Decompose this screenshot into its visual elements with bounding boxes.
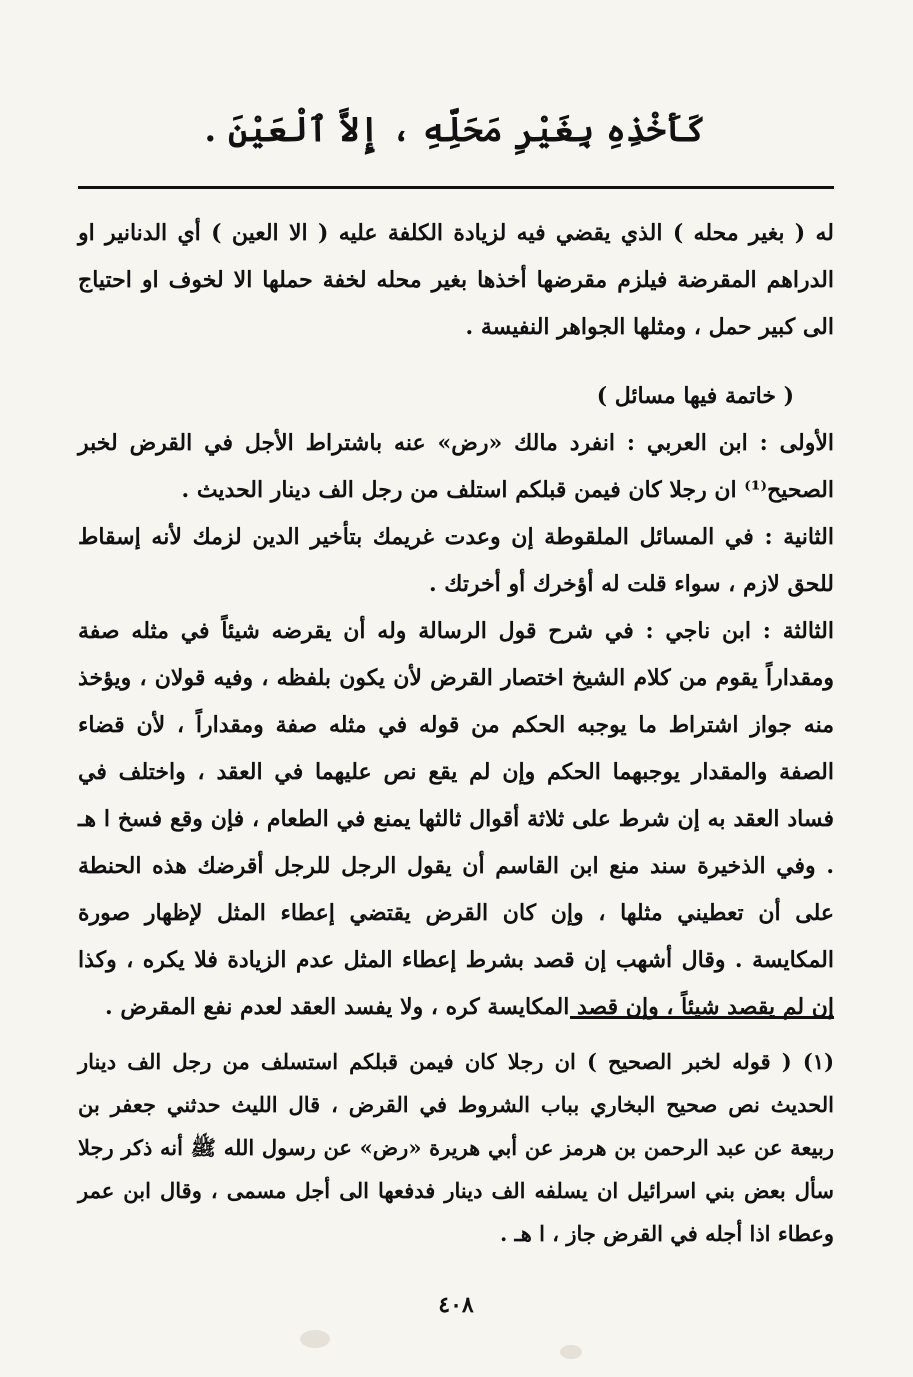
footnote-text: (١) ( قوله لخبر الصحيح ) ان رجلا كان فيمن قبلكم استسلف من رجل الف دينار الحديث نص صحيح البخاري بباب الشروط في القرض ، قال الليث حدثني جعفر بن ربيعة عن عبد الرحمن بن هرمز عن أبي هريرة «رض» عن رسول الله ﷺ أنه ذكر رجلا سأل بعض بني اسرائيل ان يسلفه الف دينار فدفعها الى أجل مسمى ، وقال ابن عمر وعطاء اذا أجله في القرض جاز ، ا هـ . <box>78 1049 834 1246</box>
spacer <box>78 351 834 373</box>
footnote <box>78 1040 834 1255</box>
footnote-divider <box>570 1016 834 1019</box>
issue-paragraph-first: الأولى : ابن العربي : انفرد مالك «رض» عنه باشتراط الأجل في القرض لخبر الصحيح⁽¹⁾ ان رجلا كان فيمن قبلكم استلف من رجل الف دينار الحديث . <box>78 430 834 503</box>
commentary-paragraph: له ( بغير محله ) الذي يقضي فيه لزيادة الكلفة عليه ( الا العين ) أي الدنانير او الدراهم المقرضة فيلزم مقرضها أخذها بغير محله لخفة حملها الا لخوف او احتياج الى كبير حمل ، ومثلها الجواهر النفيسة . <box>78 220 834 340</box>
paper-stain <box>300 1330 330 1348</box>
page-number: ٤٠٨ <box>438 1292 474 1318</box>
paper-stain <box>560 1345 582 1359</box>
issue-paragraph-second: الثانية : في المسائل الملقوطة إن وعدت غريمك بتأخير الدين لزمك لأنه إسقاط للحق لازم ، سواء قلت له أؤخرك أو أخرتك . <box>78 524 834 597</box>
top-divider <box>78 186 834 189</box>
closing-heading: ( خاتمة فيها مسائل ) <box>596 383 794 409</box>
main-text <box>78 210 834 1031</box>
verse-line: كَأَخْذِهِ بِغَيْرِ مَحَلِّهِ ، إِلاَّ ٱلْعَيْنَ . <box>204 110 706 150</box>
issue-paragraph-third: الثالثة : ابن ناجي : في شرح قول الرسالة وله أن يقرضه شيئاً في مثله صفة ومقداراً يقوم من كلام الشيخ اختصار القرض لأن يكون بلفظه ، وفيه قولان ، ويؤخذ منه جواز اشتراط ما يوجبه الحكم من قوله في مثله صفة ومقداراً ، لأن قضاء الصفة والمقدار يوجبهما الحكم وإن لم يقع نص عليهما في العقد ، واختلف في فساد العقد به إن شرط على ثلاثة أقوال ثالثها يمنع في الطعام ، فإن وقع فسخ ا هـ . وفي الذخيرة سند منع ابن القاسم أن يقول الرجل للرجل أقرضك هذه الحنطة على أن تعطيني مثلها ، وإن كان القرض يقتضي إعطاء المثل لإظهار صورة المكايسة . وقال أشهب إن قصد بشرط إعطاء المثل عدم الزيادة فلا يكره ، وكذا إن لم يقصد شيئاً ، وإن قصد المكايسة كره ، ولا يفسد العقد لعدم نفع المقرض . <box>78 618 834 1020</box>
